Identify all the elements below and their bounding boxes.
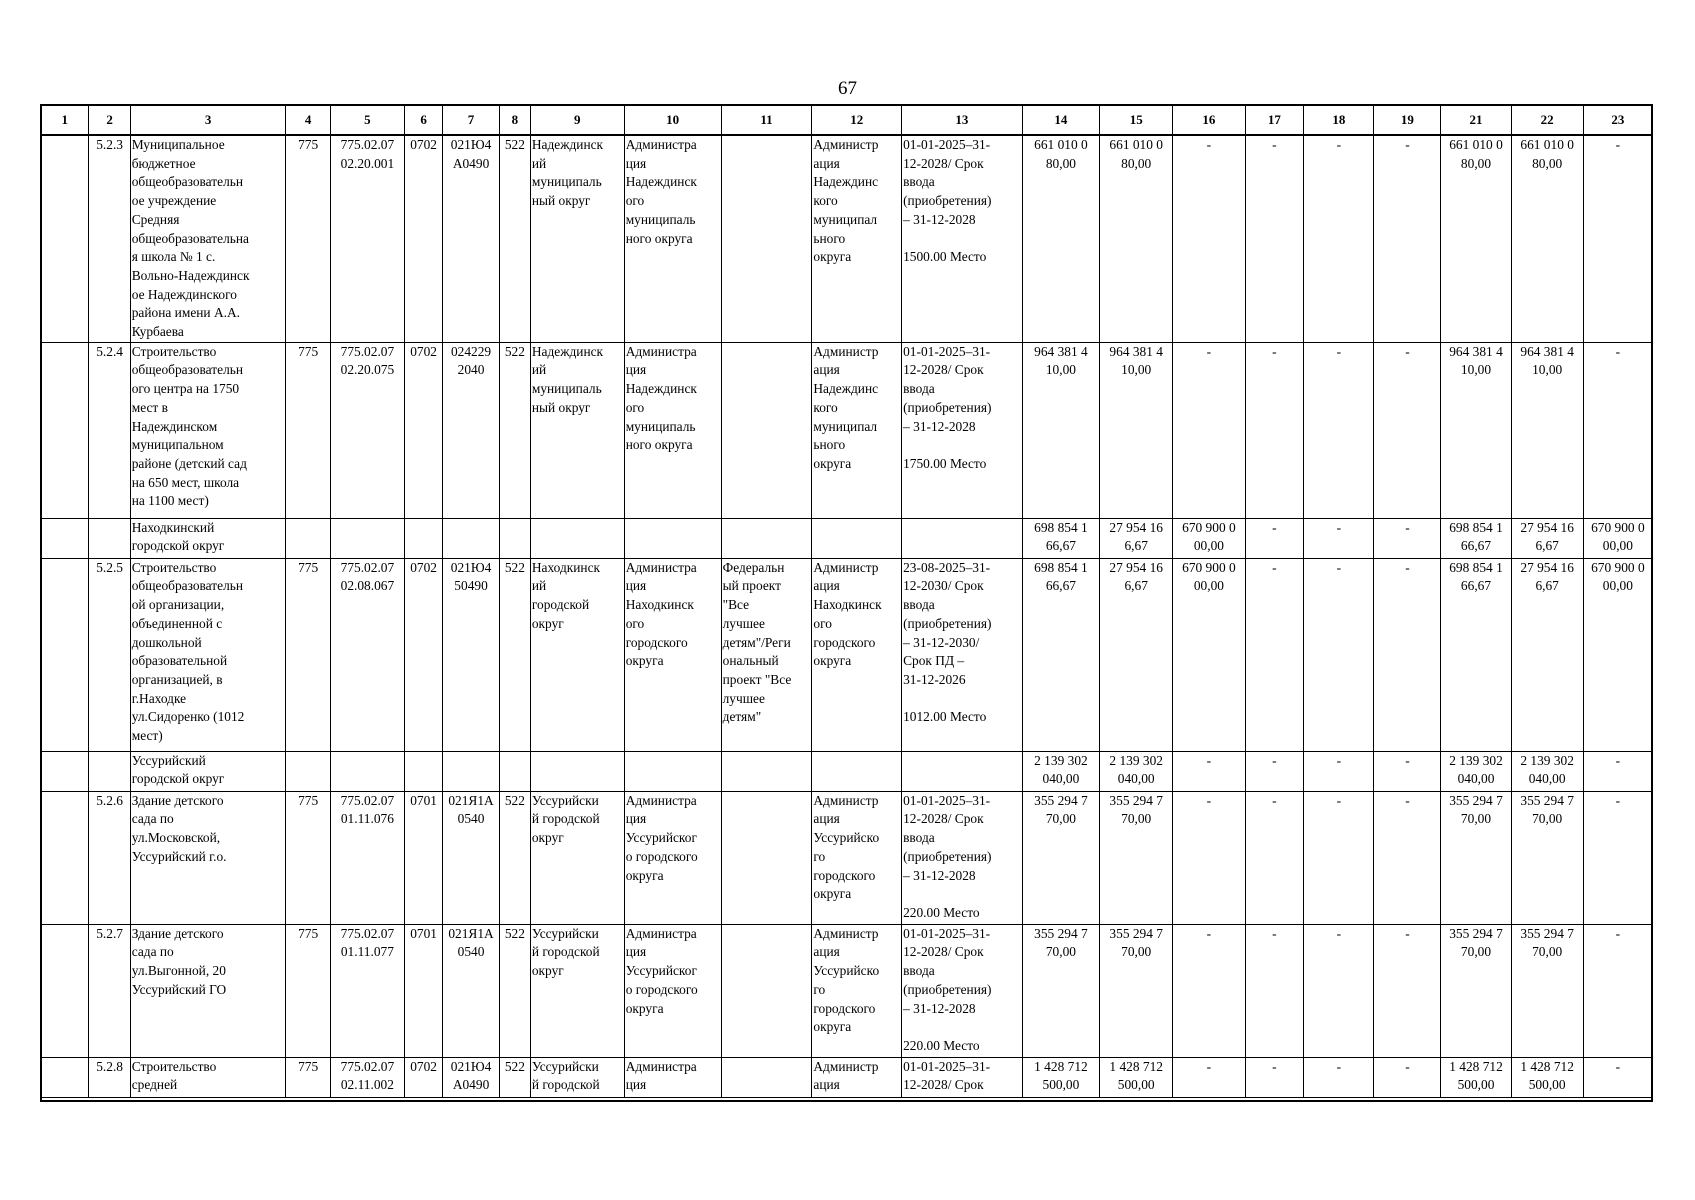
table-cell: 522 [499,135,530,342]
table-cell: 27 954 16 6,67 [1100,558,1173,751]
table-cell: 021Я1А 0540 [443,924,500,1057]
table-cell: Строительство средней [130,1057,286,1097]
column-header: 2 [89,105,130,135]
table-cell [286,518,330,558]
table-cell [286,751,330,791]
table-cell: 0701 [405,924,443,1057]
column-header: 9 [530,105,624,135]
table-cell: - [1583,342,1652,518]
table-cell: Здание детского сада по ул.Выгонной, 20 Уссурийский ГО [130,924,286,1057]
column-header: 5 [330,105,404,135]
table-cell [41,924,89,1057]
table-cell: 775.02.07 01.11.077 [330,924,404,1057]
table-cell: Администр ация [812,1057,902,1097]
table-cell: 355 294 7 70,00 [1022,924,1099,1057]
table-cell: 2 139 302 040,00 [1441,751,1511,791]
table-cell [530,751,624,791]
table-cell: 01-01-2025–31- 12-2028/ Срок ввода (приобретения) – 31-12-2028 220.00 Место [902,791,1023,924]
table-cell: - [1245,342,1304,518]
table-cell: 27 954 16 6,67 [1100,518,1173,558]
table-cell: 5.2.5 [89,558,130,751]
table-body [41,105,1653,1097]
column-header: 14 [1022,105,1099,135]
table-cell: Уссурийски й городской округ [530,924,624,1057]
table-cell [41,1057,89,1097]
table-cell: - [1173,1057,1245,1097]
table-cell [330,751,404,791]
table-cell: 698 854 1 66,67 [1022,558,1099,751]
table-cell: Уссурийский городской округ [130,751,286,791]
table-cell: - [1304,791,1374,924]
column-header: 3 [130,105,286,135]
table-row [41,518,1653,558]
table-cell: 964 381 4 10,00 [1441,342,1511,518]
table-cell: 775.02.07 02.08.067 [330,558,404,751]
table-cell: 355 294 7 70,00 [1022,791,1099,924]
table-cell: 2 139 302 040,00 [1100,751,1173,791]
table-row [41,342,1653,518]
table-cell: 024229 2040 [443,342,500,518]
table-cell: 01-01-2025–31- 12-2028/ Срок ввода (приобретения) – 31-12-2028 1750.00 Место [902,342,1023,518]
table-cell: - [1304,518,1374,558]
table-cell: 698 854 1 66,67 [1441,518,1511,558]
table-cell: 775.02.07 02.11.002 [330,1057,404,1097]
table-cell: - [1374,791,1441,924]
table-cell [721,518,812,558]
table-cell: - [1245,1057,1304,1097]
table-cell: 775 [286,924,330,1057]
table-cell: - [1245,791,1304,924]
table-cell: - [1374,342,1441,518]
table-cell [330,518,404,558]
table-cell: 775.02.07 02.20.075 [330,342,404,518]
table-cell: 0702 [405,342,443,518]
table-cell: 355 294 7 70,00 [1511,924,1583,1057]
table-cell: Надеждинск ий муниципаль ный округ [530,342,624,518]
table-cell: 964 381 4 10,00 [1022,342,1099,518]
table-cell: - [1245,751,1304,791]
column-header: 7 [443,105,500,135]
table-cell: 021Ю4 А0490 [443,1057,500,1097]
table-cell: Строительство общеобразовательн ой организации, объединенной с дошкольной образовательной организацией, в г.Находке ул.Сидоренко (1012 мест) [130,558,286,751]
table-cell: 522 [499,791,530,924]
table-cell: - [1374,1057,1441,1097]
table-cell: 775 [286,1057,330,1097]
table-cell: Администр ация Надеждинс кого муниципал ьного округа [812,135,902,342]
table-cell: 964 381 4 10,00 [1511,342,1583,518]
table-cell [41,751,89,791]
table-cell [624,751,721,791]
table-cell: 670 900 0 00,00 [1173,558,1245,751]
table-cell: - [1173,342,1245,518]
table-cell: 698 854 1 66,67 [1441,558,1511,751]
table-cell: - [1583,1057,1652,1097]
table-cell: Федеральн ый проект "Все лучшее детям"/Реги ональный проект "Все лучшее детям" [721,558,812,751]
table-cell: Надеждинск ий муниципаль ный округ [530,135,624,342]
table-cell [41,342,89,518]
table-cell: 01-01-2025–31- 12-2028/ Срок [902,1057,1023,1097]
table-cell: 01-01-2025–31- 12-2028/ Срок ввода (приобретения) – 31-12-2028 1500.00 Место [902,135,1023,342]
table-cell [89,518,130,558]
table-cell: 698 854 1 66,67 [1022,518,1099,558]
column-header: 21 [1441,105,1511,135]
table-row [41,791,1653,924]
table-row [41,751,1653,791]
table-cell: - [1304,558,1374,751]
budget-table [40,104,1653,1098]
table-cell: 0702 [405,558,443,751]
table-cell: Здание детского сада по ул.Московской, Уссурийский г.о. [130,791,286,924]
table-cell [41,791,89,924]
table-cell [721,1057,812,1097]
table-cell: 522 [499,558,530,751]
table-cell [902,518,1023,558]
table-cell: - [1173,751,1245,791]
table-cell: - [1374,558,1441,751]
table-cell: - [1304,751,1374,791]
table-cell: Находкинский городской округ [130,518,286,558]
table-cell: - [1583,791,1652,924]
table-cell [902,751,1023,791]
table-cell: - [1374,751,1441,791]
table-cell: 522 [499,924,530,1057]
table-cell: 021Я1А 0540 [443,791,500,924]
table-row [41,135,1653,342]
table-cell: 5.2.7 [89,924,130,1057]
table-cell [499,751,530,791]
column-header: 22 [1511,105,1583,135]
table-cell: Уссурийски й городской [530,1057,624,1097]
table-cell: 5.2.6 [89,791,130,924]
table-cell: - [1374,135,1441,342]
table-cell [89,751,130,791]
table-cell: 01-01-2025–31- 12-2028/ Срок ввода (приобретения) – 31-12-2028 220.00 Место [902,924,1023,1057]
table-cell: 021Ю4 А0490 [443,135,500,342]
table-cell: 522 [499,1057,530,1097]
table-cell [41,518,89,558]
table-cell: 1 428 712 500,00 [1441,1057,1511,1097]
table-cell: 27 954 16 6,67 [1511,518,1583,558]
table-cell [812,518,902,558]
table-cell: 661 010 0 80,00 [1511,135,1583,342]
column-header: 15 [1100,105,1173,135]
table-cell: Находкинск ий городской округ [530,558,624,751]
table-cell: Администра ция Находкинск ого городского округа [624,558,721,751]
table-cell [721,924,812,1057]
table-cell [499,518,530,558]
table-cell: Администра ция Надеждинск ого муниципаль ного округа [624,342,721,518]
table-row [41,558,1653,751]
table-cell: - [1245,558,1304,751]
table-cell: 775.02.07 02.20.001 [330,135,404,342]
table-cell: - [1374,924,1441,1057]
table-cell: 670 900 0 00,00 [1583,558,1652,751]
table-cell: 0702 [405,1057,443,1097]
table-cell [721,791,812,924]
column-header: 8 [499,105,530,135]
table-cell: - [1583,135,1652,342]
table-cell: Муниципальное бюджетное общеобразовательн ое учреждение Средняя общеобразовательна я школа № 1 с. Вольно-Надеждинск ое Надеждинского района имени А.А. Курбаева [130,135,286,342]
table-row [41,1057,1653,1097]
table-cell [41,558,89,751]
column-header: 12 [812,105,902,135]
table-cell: 661 010 0 80,00 [1100,135,1173,342]
table-cell: 1 428 712 500,00 [1511,1057,1583,1097]
table-cell: - [1583,924,1652,1057]
column-header: 23 [1583,105,1652,135]
table-cell: Администр ация Находкинск ого городского округа [812,558,902,751]
table-cell: 775.02.07 01.11.076 [330,791,404,924]
table-cell: 964 381 4 10,00 [1100,342,1173,518]
table-cell [721,751,812,791]
table-cell: 0701 [405,791,443,924]
table-cell [405,751,443,791]
table-cell [812,751,902,791]
table-cell [443,751,500,791]
table-cell: 661 010 0 80,00 [1022,135,1099,342]
table-cell: 021Ю4 50490 [443,558,500,751]
table-cell: 355 294 7 70,00 [1441,924,1511,1057]
column-header: 11 [721,105,812,135]
table-cell: 355 294 7 70,00 [1441,791,1511,924]
column-header: 1 [41,105,89,135]
table-cell: 775 [286,342,330,518]
table-cell: 355 294 7 70,00 [1100,924,1173,1057]
column-header: 17 [1245,105,1304,135]
table-cell: 775 [286,791,330,924]
table-cell: - [1304,135,1374,342]
column-header: 13 [902,105,1023,135]
table-cell: 775 [286,135,330,342]
table-cell: - [1304,1057,1374,1097]
table-header-row [41,105,1653,135]
table-cell: Строительство общеобразовательн ого центра на 1750 мест в Надеждинском муниципальном районе (детский сад на 650 мест, школа на 1100 мест) [130,342,286,518]
table-cell [721,135,812,342]
table-cell [443,518,500,558]
table-cell: 2 139 302 040,00 [1511,751,1583,791]
table-cell: Уссурийски й городской округ [530,791,624,924]
table-cell: - [1245,518,1304,558]
table-cell: 5.2.8 [89,1057,130,1097]
table-cell: - [1173,924,1245,1057]
table-row [41,924,1653,1057]
table-cell: 522 [499,342,530,518]
table-cell: 670 900 0 00,00 [1583,518,1652,558]
table-cell: 775 [286,558,330,751]
table-cell: 1 428 712 500,00 [1100,1057,1173,1097]
table-cell: Администра ция Уссурийског о городского округа [624,791,721,924]
table-cell: Администра ция [624,1057,721,1097]
table-cell: - [1583,751,1652,791]
table-cell: - [1173,135,1245,342]
column-header: 19 [1374,105,1441,135]
table-cell [41,135,89,342]
table-cell: - [1304,924,1374,1057]
column-header: 4 [286,105,330,135]
table-cell: Администр ация Уссурийско го городского округа [812,924,902,1057]
table-cell: 355 294 7 70,00 [1511,791,1583,924]
table-cell: 2 139 302 040,00 [1022,751,1099,791]
table-cell [405,518,443,558]
column-header: 10 [624,105,721,135]
table-cell: 1 428 712 500,00 [1022,1057,1099,1097]
column-header: 16 [1173,105,1245,135]
table-cell: - [1245,135,1304,342]
table-cell: 661 010 0 80,00 [1441,135,1511,342]
table-cell [530,518,624,558]
table-cell [624,518,721,558]
table-cell: - [1304,342,1374,518]
page-number: 67 [838,78,857,99]
table-cell: 5.2.3 [89,135,130,342]
table-cell: 5.2.4 [89,342,130,518]
table-cell: 27 954 16 6,67 [1511,558,1583,751]
table-cell: Администра ция Надеждинск ого муниципаль ного округа [624,135,721,342]
table-cell: Администра ция Уссурийског о городского округа [624,924,721,1057]
table-cell: 670 900 0 00,00 [1173,518,1245,558]
table-cell: - [1374,518,1441,558]
table-cell: - [1173,791,1245,924]
table-cell: - [1245,924,1304,1057]
column-header: 18 [1304,105,1374,135]
table-cell: 23-08-2025–31- 12-2030/ Срок ввода (приобретения) – 31-12-2030/ Срок ПД – 31-12-2026 1012.00 Место [902,558,1023,751]
table-cell: Администр ация Уссурийско го городского округа [812,791,902,924]
table-cell: Администр ация Надеждинс кого муниципал ьного округа [812,342,902,518]
table-cell [721,342,812,518]
table-cell: 355 294 7 70,00 [1100,791,1173,924]
column-header: 6 [405,105,443,135]
table-cell: 0702 [405,135,443,342]
